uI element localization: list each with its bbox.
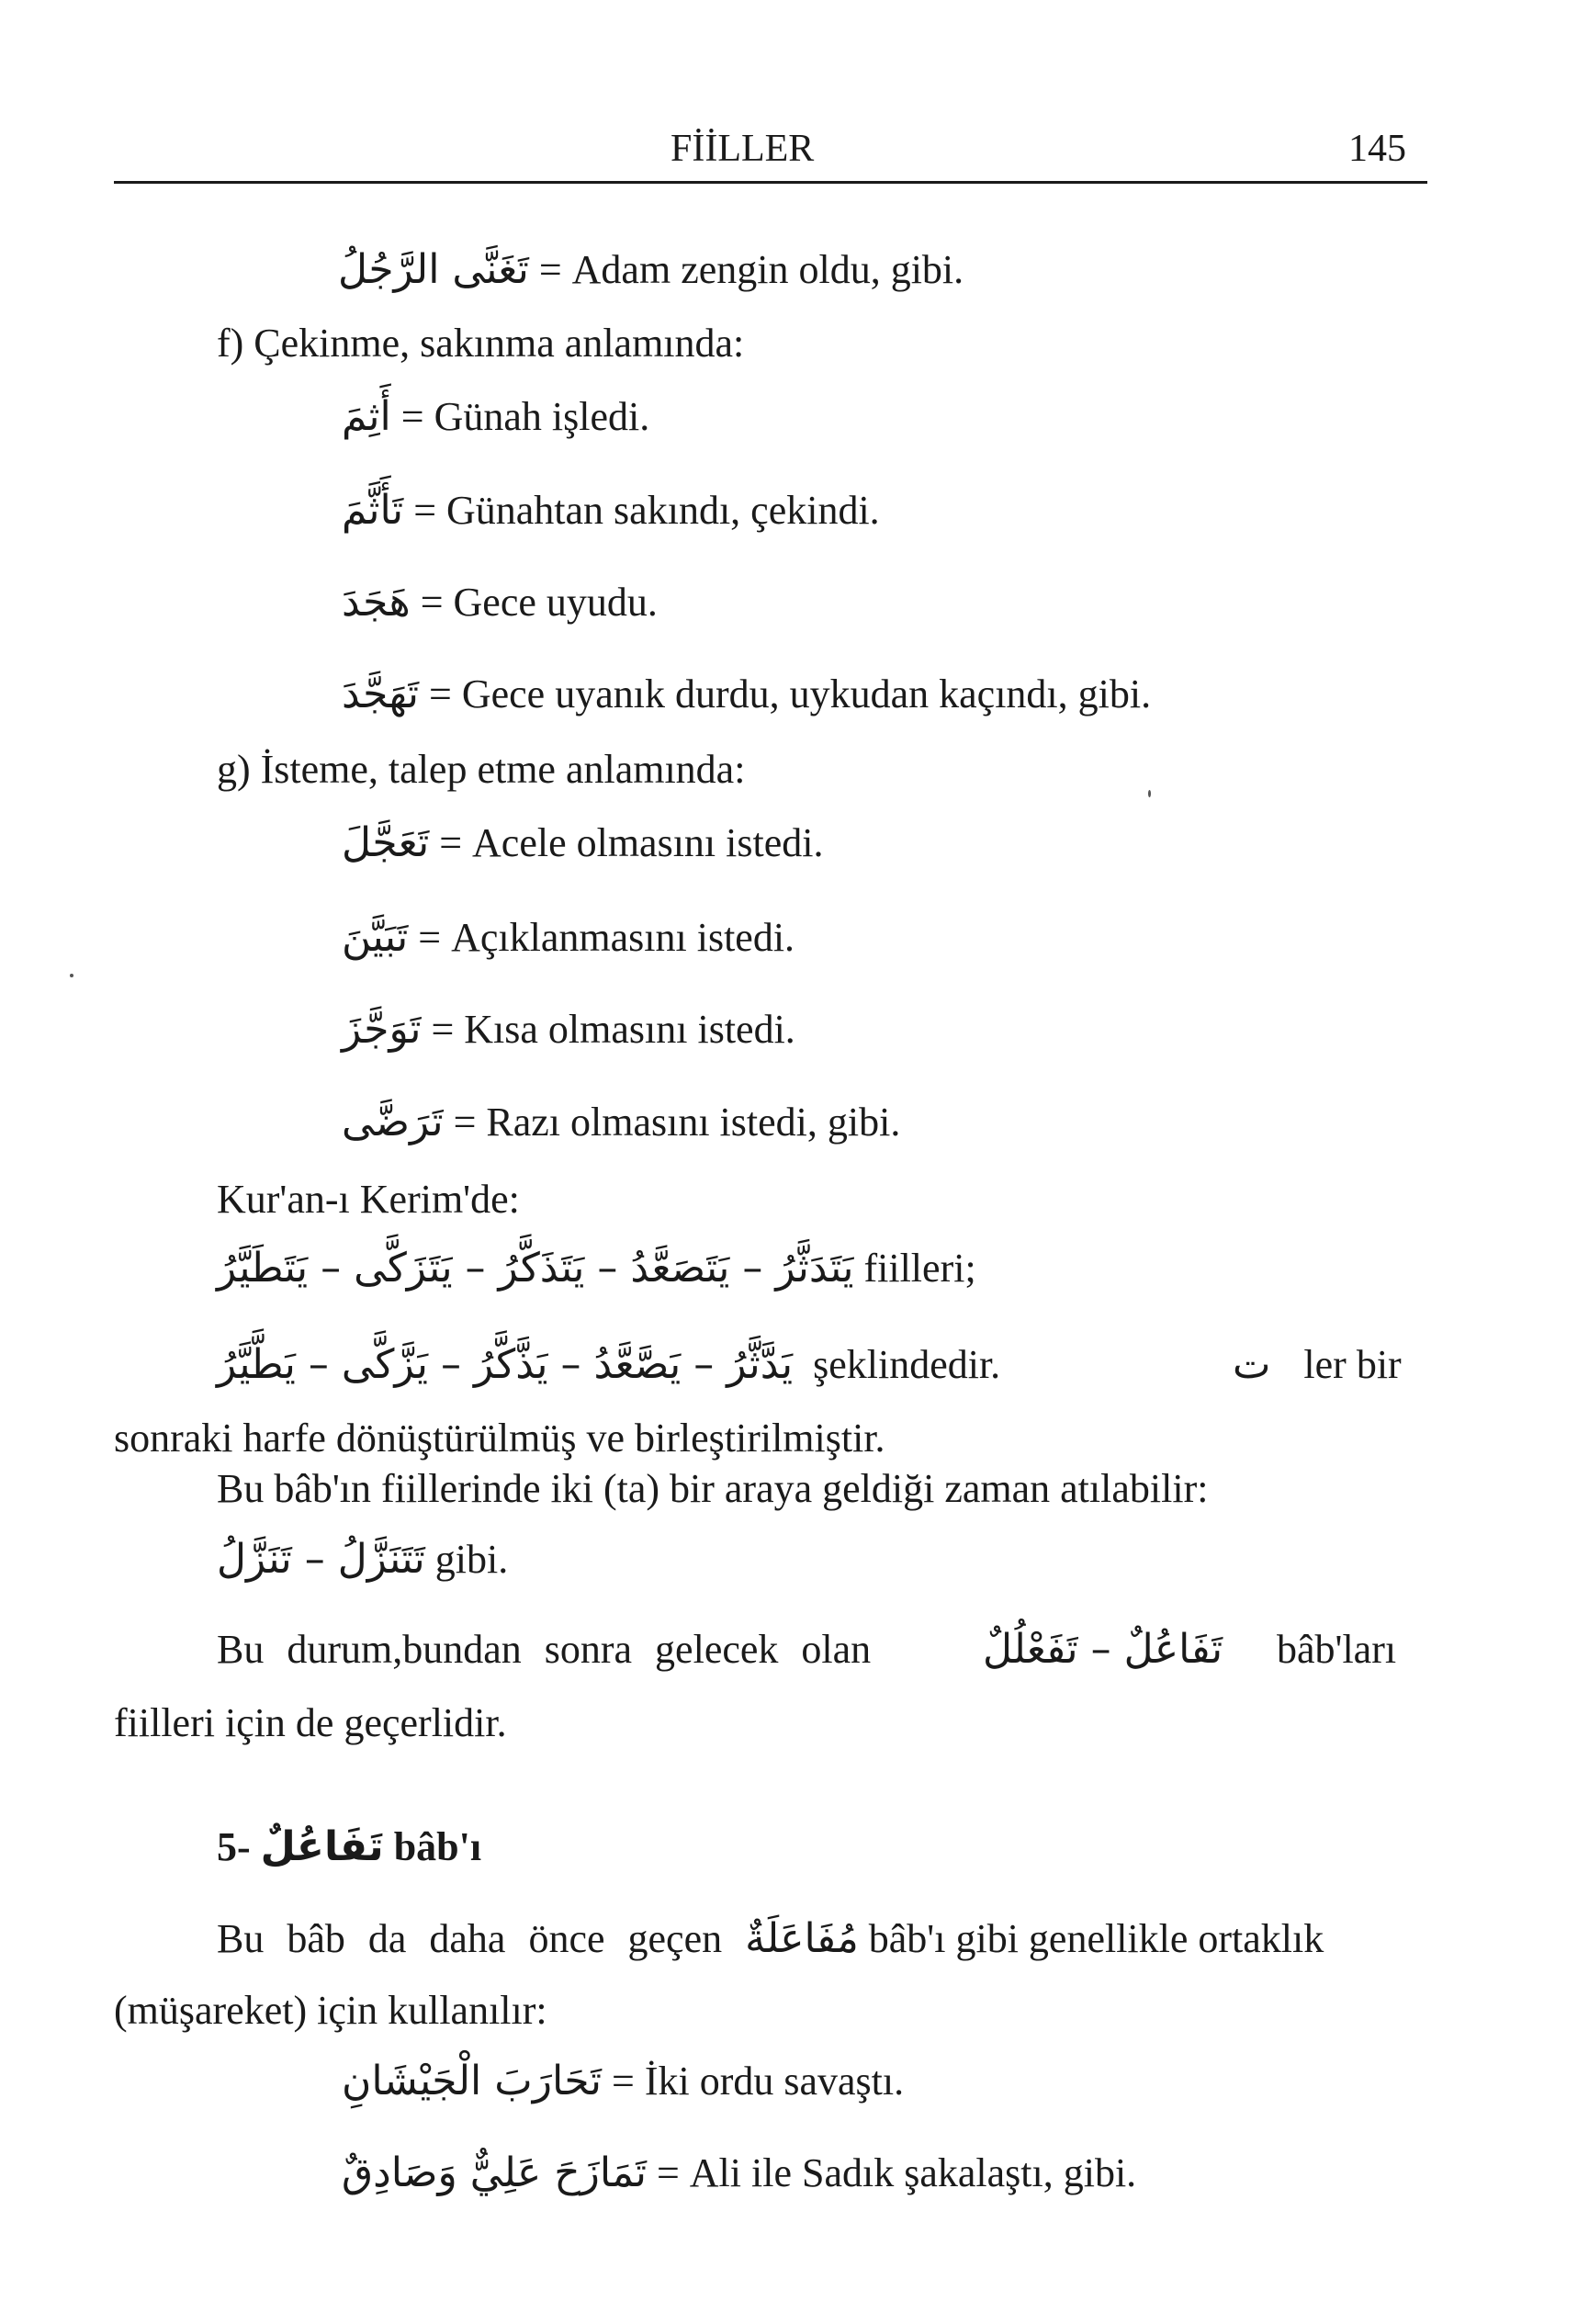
arabic-term: تَبَيَّنَ [342,914,409,961]
example-line [342,393,649,440]
section-number: 5- [217,1824,261,1869]
example-line [342,914,794,961]
arabic-term: تَتَنَزَّلُ – تَنَزَّلُ [217,1536,425,1583]
example-line [342,579,658,626]
running-header-title: FİİLLER [671,128,815,170]
arabic-term: تَهَجَّدَ [342,671,420,717]
page-number: 145 [1348,128,1406,170]
paragraph-line: fiilleri için de geçerlidir. [114,1700,507,1745]
arabic-term: تَأَثَّمَ [342,487,404,534]
example-line [342,819,823,866]
scan-speck [1148,790,1151,797]
section-suffix: bâb'ı [383,1824,482,1869]
meaning: = Ali ile Sadık şakalaştı, gibi. [646,2150,1137,2195]
meaning: = Günahtan sakındı, çekindi. [403,488,880,533]
example-line [342,487,880,534]
example-line [342,2058,904,2104]
arabic-term: تَحَارَبَ الْجَيْشَانِ [342,2058,602,2104]
example-line [342,1006,795,1053]
paragraph-line: Bu durum,bundan sonra gelecek olan [217,1627,872,1672]
lead-text: Bu bâb da daha önce geçen [217,1916,746,1961]
subheading-f: f) Çekinme, sakınma anlamında: [217,321,745,366]
arabic-term: أَثِمَ [342,393,391,440]
meaning: = Adam zengin oldu, gibi. [528,247,964,292]
meaning: = Günah işledi. [390,394,650,439]
subheading-g: g) İsteme, talep etme anlamında: [217,747,746,792]
verb-list-suffix: fiilleri; [853,1246,976,1291]
verb-list-line [217,1245,976,1292]
arabic-term: تَرَضَّى [342,1099,444,1145]
meaning: gibi. [424,1537,509,1582]
arabic-term: تَغَنَّى الرَّجُلُ [338,246,529,293]
scan-speck [70,974,73,977]
paragraph-line: sonraki harfe dönüştürülmüş ve birleştirilmiştir. [114,1416,885,1461]
example-line [338,246,964,293]
arabic-verb-list: يَتَدَثَّرُ – يَتَصَعَّدُ – يَتَذَكَّرُ – يَتَزَكَّى – يَتَطَيَّرُ [217,1245,854,1292]
arabic-verb-list: يَدَّثَّرُ – يَصَّعَّدُ – يَذَّكَّرُ – يَزَّكَّى – يَطَّيَّرُ [217,1341,794,1388]
example-line [342,671,1151,717]
verb-list-suffix: şeklindedir. [813,1342,1001,1387]
arabic-bab-names: تَفَاعُلٌ – تَفَعْلُلٌ [983,1626,1223,1673]
kuran-label: Kur'an-ı Kerim'de: [217,1177,520,1222]
meaning: = Kısa olmasını istedi. [421,1007,795,1052]
meaning: = Razı olmasını istedi, gibi. [443,1100,901,1145]
meaning: = Acele olmasını istedi. [429,820,824,865]
example-line [342,1099,900,1145]
meaning: = Gece uyudu. [410,580,658,625]
arabic-term: تَوَجَّزَ [342,1006,422,1053]
paragraph-line: bâb'ları [1277,1627,1397,1672]
ta-note-tail: ler bir [1303,1342,1402,1387]
arabic-term: تَعَجَّلَ [342,819,430,866]
section-heading [217,1823,481,1870]
ta-note [1233,1341,1402,1388]
arabic-term: تَمَازَحَ عَلِيٌّ وَصَادِقٌ [342,2149,647,2196]
meaning: = İki ordu savaştı. [602,2059,905,2104]
paragraph-line: Bu bâb'ın fiillerinde iki (ta) bir araya geldiği zaman atılabilir: [217,1466,1209,1511]
arabic-section-title: تَفَاعُلٌ [260,1823,384,1870]
paragraph-line: (müşareket) için kullanılır: [114,1988,547,2033]
arabic-term: هَجَدَ [342,579,411,626]
arabic-letter: ت [1233,1341,1271,1388]
meaning: = Gece uyanık durdu, uykudan kaçındı, gibi. [419,671,1152,716]
header-rule [114,181,1427,184]
arabic-term: مُفَاعَلَةٌ [745,1915,859,1962]
example-line [342,2149,1136,2196]
example-line [217,1536,508,1583]
verb-list-line [217,1341,1000,1388]
meaning: = Açıklanmasını istedi. [408,915,795,960]
tail-text: bâb'ı gibi genellikle ortaklık [858,1916,1324,1961]
paragraph-line [217,1915,1324,1962]
